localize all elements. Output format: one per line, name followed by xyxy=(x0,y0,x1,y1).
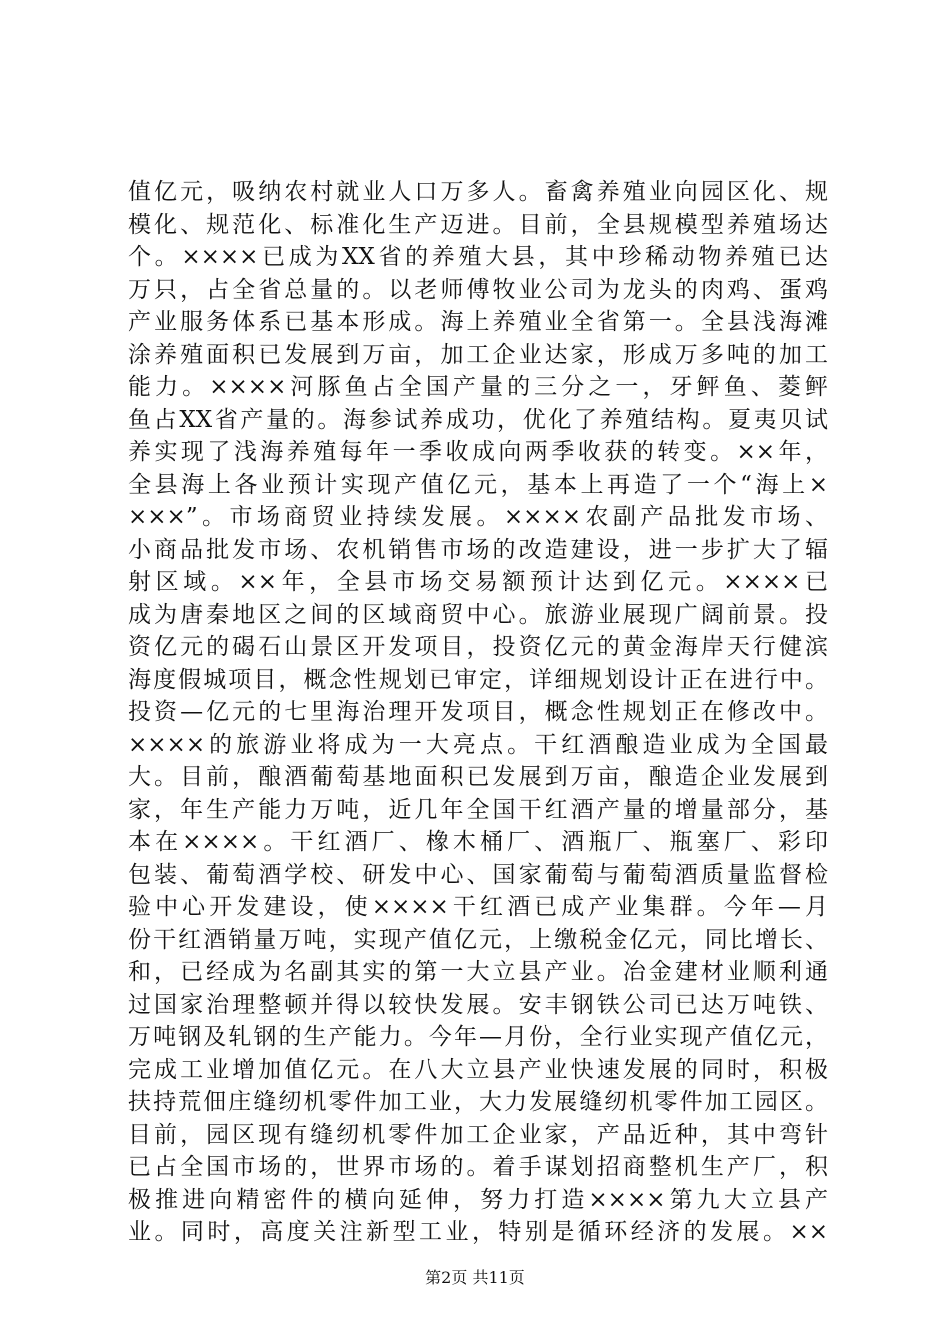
text-line: 小商品批发市场、农机销售市场的改造建设，进一步扩大了辐 xyxy=(128,536,828,563)
text-line: 全县海上各业预计实现产值亿元，基本上再造了一个“海上× xyxy=(128,471,828,498)
text-line: 万吨钢及轧钢的生产能力。今年—月份，全行业实现产值亿元， xyxy=(128,1024,828,1050)
text-line: 本在××××。干红酒厂、橡木桶厂、酒瓶厂、瓶塞厂、彩印 xyxy=(128,829,828,855)
text-line: 养实现了浅海养殖每年一季收成向两季收获的转变。××年， xyxy=(128,439,828,465)
text-line: 成为唐秦地区之间的区域商贸中心。旅游业展现广阔前景。投 xyxy=(128,601,828,628)
text-line: 射区域。××年，全县市场交易额预计达到亿元。××××已 xyxy=(128,569,828,595)
text-line: 鱼占XX省产量的。海参试养成功，优化了养殖结构。夏夷贝试 xyxy=(128,406,828,433)
page-number-label: 第2页 共11页 xyxy=(425,1268,525,1287)
text-line: 涂养殖面积已发展到万亩，加工企业达家，形成万多吨的加工 xyxy=(128,341,828,368)
text-line: 家，年生产能力万吨，近几年全国干红酒产量的增量部分，基 xyxy=(128,796,828,823)
text-line: 和，已经成为名副其实的第一大立县产业。冶金建材业顺利通 xyxy=(128,959,828,985)
text-line: 投资—亿元的七里海治理开发项目，概念性规划正在修改中。 xyxy=(128,699,828,725)
text-line: 万只，占全省总量的。以老师傅牧业公司为龙头的肉鸡、蛋鸡 xyxy=(128,276,828,303)
text-line: 包装、葡萄酒学校、研发中心、国家葡萄与葡萄酒质量监督检 xyxy=(128,861,828,888)
text-line: ××××的旅游业将成为一大亮点。干红酒酿造业成为全国最 xyxy=(128,731,828,758)
text-line: 模化、规范化、标准化生产迈进。目前，全县规模型养殖场达 xyxy=(128,211,828,238)
text-line: 份干红酒销量万吨，实现产值亿元，上缴税金亿元，同比增长、 xyxy=(128,926,828,953)
text-line: 验中心开发建设，使××××干红酒已成产业集群。今年—月 xyxy=(128,894,828,920)
text-line: 海度假城项目，概念性规划已审定，详细规划设计正在进行中。 xyxy=(128,666,828,693)
text-line: 业。同时，高度关注新型工业，特别是循环经济的发展。×× xyxy=(128,1219,828,1245)
page-footer xyxy=(0,1268,950,1288)
text-line: 个。××××已成为XX省的养殖大县，其中珍稀动物养殖已达 xyxy=(128,244,828,270)
text-line: 目前，园区现有缝纫机零件加工企业家，产品近种，其中弯针 xyxy=(128,1121,828,1148)
text-line: 已占全国市场的，世界市场的。着手谋划招商整机生产厂，积 xyxy=(128,1154,828,1180)
text-line: 完成工业增加值亿元。在八大立县产业快速发展的同时，积极 xyxy=(128,1056,828,1083)
text-line: 能力。××××河豚鱼占全国产量的三分之一，牙鲆鱼、菱鲆 xyxy=(128,374,828,400)
text-line: 大。目前，酿酒葡萄基地面积已发展到万亩，酿造企业发展到 xyxy=(128,764,828,790)
text-line: ×××”。市场商贸业持续发展。××××农副产品批发市场、 xyxy=(128,504,828,530)
text-line: 值亿元，吸纳农村就业人口万多人。畜禽养殖业向园区化、规 xyxy=(128,179,828,205)
text-line: 极推进向精密件的横向延伸，努力打造××××第九大立县产 xyxy=(128,1186,828,1213)
text-line: 产业服务体系已基本形成。海上养殖业全省第一。全县浅海滩 xyxy=(128,309,828,335)
body-text xyxy=(128,176,828,1249)
text-line: 资亿元的碣石山景区开发项目，投资亿元的黄金海岸天行健滨 xyxy=(128,634,828,660)
text-line: 过国家治理整顿并得以较快发展。安丰钢铁公司已达万吨铁、 xyxy=(128,991,828,1018)
text-line: 扶持荒佃庄缝纫机零件加工业，大力发展缝纫机零件加工园区。 xyxy=(128,1089,828,1115)
